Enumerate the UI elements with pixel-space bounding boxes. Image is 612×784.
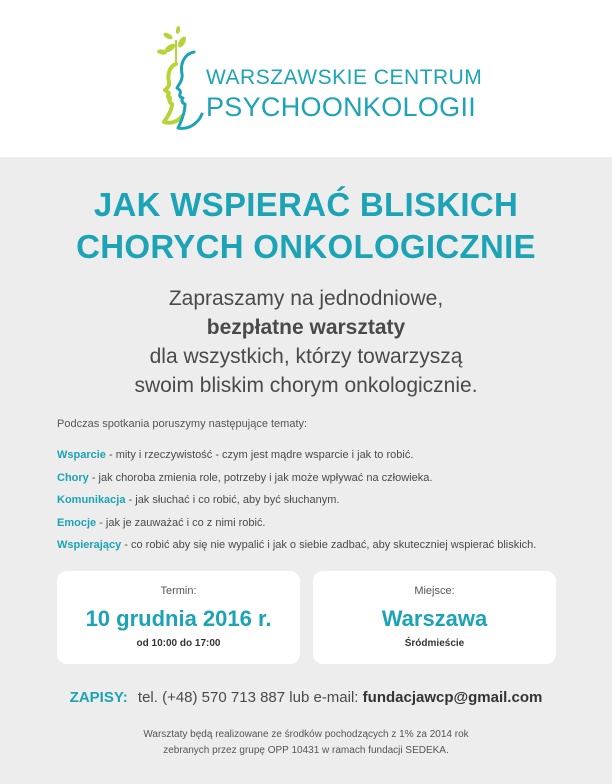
topic-text: - mity i rzeczywistość - czym jest mądre wsparcie i jak to robić.: [105, 449, 414, 461]
place-card: [313, 571, 556, 664]
topic-text: - jak choroba zmienia role, potrzeby i jak może wpływać na człowieka.: [88, 471, 433, 484]
date-label: Termin:: [160, 585, 197, 597]
topic-item: [57, 538, 536, 561]
funding-footnote: [0, 727, 612, 759]
two-faces-with-leaves-logo-icon: [148, 26, 210, 136]
topic-keyword: Komunikacja: [57, 494, 126, 506]
topic-item: [57, 516, 536, 539]
footnote-line1: Warsztaty będą realizowane ze środków pochodzących z 1% za 2014 rok: [143, 729, 469, 740]
place-label: Miejsce:: [414, 585, 455, 597]
page-title: [0, 184, 612, 268]
topic-keyword: Wspierający: [57, 539, 122, 551]
header: [0, 0, 612, 157]
date-card: [57, 571, 300, 664]
signup-label: ZAPISY:: [69, 689, 128, 706]
topic-text: - jak je zauważać i co z nimi robić.: [96, 516, 266, 529]
title-line2: CHORYCH ONKOLOGICZNIE: [76, 228, 536, 265]
time-range: od 10:00 do 17:00: [136, 638, 221, 649]
topics-intro: Podczas spotkania poruszymy następujące tematy:: [57, 418, 308, 430]
invite-line4: swoim bliskim chorym onkologicznie.: [134, 374, 478, 397]
phone-number: tel. (+48) 570 713 887: [137, 689, 286, 706]
brand-name-line1: WARSZAWSKIE CENTRUM: [206, 66, 483, 89]
invitation-text: [0, 284, 612, 400]
topic-keyword: Chory: [57, 471, 89, 484]
place-district: Śródmieście: [404, 638, 465, 649]
email-address: fundacjawcp@gmail.com: [362, 689, 543, 706]
topic-item: [57, 493, 536, 516]
topic-item: [57, 471, 536, 494]
topic-keyword: Emocje: [57, 516, 97, 529]
email-label: lub e-mail:: [289, 689, 359, 706]
topic-keyword: Wsparcie: [57, 449, 106, 461]
footnote-line2: zebranych przez grupę OPP 10431 w ramach fundacji SEDEKA.: [163, 745, 449, 756]
title-line1: JAK WSPIERAĆ BLISKICH: [93, 186, 519, 223]
contact-line: [0, 689, 612, 706]
topic-item: [57, 448, 536, 471]
topics-list: [57, 448, 536, 561]
invite-line1: Zapraszamy na jednodniowe,: [168, 287, 444, 310]
date-value: 10 grudnia 2016 r.: [85, 606, 272, 631]
brand-name-line2: PSYCHOONKOLOGII: [206, 92, 477, 122]
invite-line2: bezpłatne warsztaty: [206, 316, 406, 339]
topic-text: - co robić aby się nie wypalić i jak o siebie zadbać, aby skuteczniej wspierać bliskich.: [121, 539, 537, 551]
invite-line3: dla wszystkich, którzy towarzyszą: [149, 345, 463, 368]
place-value: Warszawa: [381, 606, 488, 631]
topic-text: - jak słuchać i co robić, aby być słuchanym.: [125, 494, 340, 506]
